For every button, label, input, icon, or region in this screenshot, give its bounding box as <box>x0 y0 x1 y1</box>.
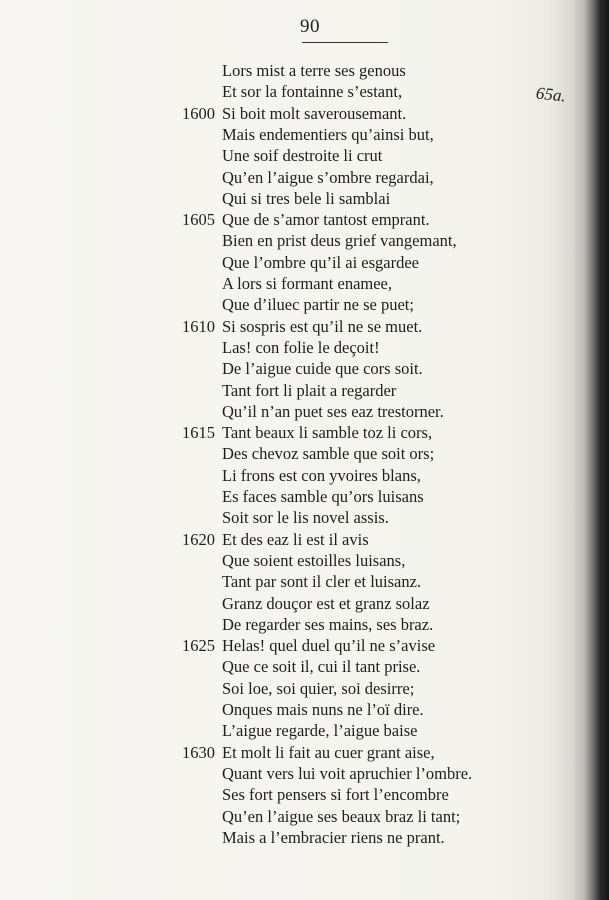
verse-text: Bien en prist deus grief vangemant, <box>222 231 457 251</box>
verse-text: Soi loe, soi quier, soi desirre; <box>222 678 415 698</box>
verse-text: Tant beaux li samble toz li cors, <box>222 423 433 443</box>
verse-text: Que l’ombre qu’il ai esgardee <box>222 252 420 272</box>
verse-text: Et sor la fontainne s’estant, <box>222 82 403 102</box>
verse-text: Si sospris est qu’il ne se muet. <box>222 316 423 336</box>
verse-text: De l’aigue cuide que cors soit. <box>222 359 423 379</box>
verse-text: Des chevoz samble que soit ors; <box>222 444 435 464</box>
verse-text: Soit sor le lis novel assis. <box>222 508 389 528</box>
verse-text: Granz douçor est et granz solaz <box>222 593 430 613</box>
line-number: 1630 <box>182 742 215 762</box>
verse-text: Las! con folie le deçoit! <box>222 337 380 357</box>
margin-note: 65a. <box>535 83 567 106</box>
verse-text: Tant fort li plait a regarder <box>222 380 397 400</box>
verse-text: Que ce soit il, cui il tant prise. <box>222 657 421 677</box>
verse-text: Si boit molt saverousemant. <box>222 103 407 123</box>
verse-text: L’aigue regarde, l’aigue baise <box>222 721 418 741</box>
verse-text: Tant par sont il cler et luisanz. <box>222 572 422 592</box>
verse-text: Qui si tres bele li samblai <box>222 188 391 208</box>
verse-text: Quant vers lui voit apruchier l’ombre. <box>222 763 473 783</box>
verse-text: Mais a l’embracier riens ne prant. <box>222 827 445 847</box>
verse-text: Helas! quel duel qu’il ne s’avise <box>222 636 436 656</box>
verse-text: Que soient estoilles luisans, <box>222 550 406 570</box>
header-rule <box>302 42 388 43</box>
verse-text: Li frons est con yvoires blans, <box>222 465 421 485</box>
verse-text: Ses fort pensers si fort l’encombre <box>222 785 449 805</box>
line-number: 1600 <box>182 103 215 123</box>
line-number: 1610 <box>182 316 215 336</box>
verse-text: Que d’iluec partir ne se puet; <box>222 295 414 315</box>
verse-text: Lors mist a terre ses genous <box>222 61 406 80</box>
verse-text: Mais endementiers qu’ainsi but, <box>222 124 434 144</box>
verse-text: Es faces samble qu’ors luisans <box>222 487 424 506</box>
verse-text: Onques mais nuns ne l’oï dire. <box>222 700 424 719</box>
verse-text: De regarder ses mains, ses braz. <box>222 614 434 634</box>
verse-text: Que de s’amor tantost emprant. <box>222 210 430 230</box>
verse-text: Une soif destroite li crut <box>222 146 383 166</box>
verse-text: Et molt li fait au cuer grant aise, <box>222 742 435 762</box>
line-number: 1605 <box>182 210 215 230</box>
line-number: 1620 <box>182 529 215 549</box>
line-number: 1615 <box>182 423 215 443</box>
verse-text: Qu’il n’an puet ses eaz trestorner. <box>222 401 444 421</box>
line-number: 1625 <box>182 636 215 656</box>
verse-text: A lors si formant enamee, <box>222 274 392 293</box>
verse-text: Qu’en l’aigue ses beaux braz li tant; <box>222 806 461 826</box>
verse-text: Qu’en l’aigue s’ombre regardai, <box>222 167 434 187</box>
verse-text: Et des eaz li est il avis <box>222 529 369 549</box>
page-number: 90 <box>300 16 320 37</box>
